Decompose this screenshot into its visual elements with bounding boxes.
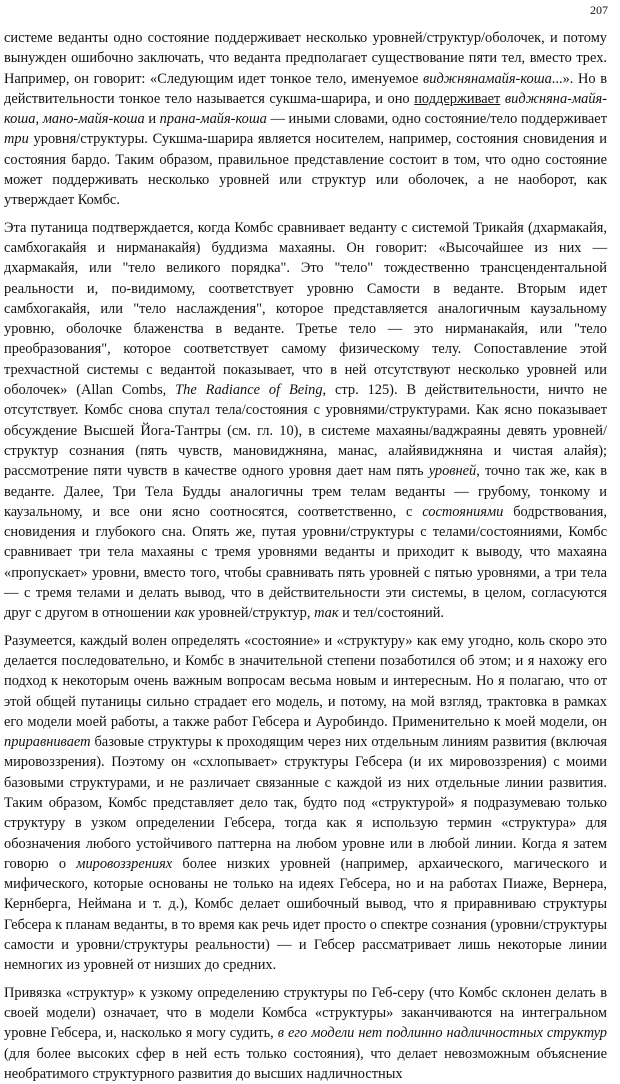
text-run: ...». Но в действительности тонкое тело называется сукшма-шарира, и оно [4,70,607,107]
text-run: более низких уровней (например, архаического, магического и мифического, которые основаны не только на идеях Гебсера, но и на работах Пиаже, Вернера, Кернберга, Неймана и т. д.), Комбс делает ошибочный вывод, что я приравниваю структуры Гебсера к планам веданты, в то время как речь идет просто о спектре сознания (уровни/структуры самости и уровни/структуры реальности) — и Гебсер рассматривает лишь некоторые линии немногих из уровней от низших до средних. [4,855,608,974]
text-run: (для более высоких сфер в ней есть только состояния), что делает невозможным объяснение необратимого структурного развития до высших надличностных [4,1045,607,1082]
italic-text: мано-майя-коша [42,111,145,128]
text-run: , [35,111,43,128]
paragraph-3 [4,631,607,976]
text-run: , точно так же, как в веданте. Далее, Три Тела Будды аналогичны трем телам веданты — грубому, тонкому и каузальному, и все они ясно соотносятся, соответственно, с [4,463,607,520]
italic-text: The Radiance of Being [175,382,323,399]
italic-text: в его модели нет подлинно надличностных структур [277,1025,607,1042]
page-number: 207 [590,3,608,17]
italic-text: приравнивает [4,734,91,751]
italic-text: как [174,605,195,622]
italic-text: прана-майя-коша [159,111,267,128]
text-run: Привязка «структур» к узкому определению структуры по Геб-серу (что Комбс склонен делать в своей модели) означает, что в модели Комбса «структуры» заканчиваются на интегральном уровне Гебсера, и, насколько я могу судить, [4,984,607,1042]
text-run: системе веданты одно состояние поддерживает несколько уровней/структур/оболочек, и потому вынужден ошибочно заключать, что веданта предполагает существование пяти тел, вместо трех. Например, он говорит: «Следующим идет тонкое тело, именуемое [4,30,607,87]
italic-text: виджняна-майя-коша [4,90,607,128]
italic-text: мировоззрениях [76,855,173,872]
italic-text: так [314,605,339,622]
text-run: уровней/структур, [194,605,315,622]
underlined-text: поддерживает [414,90,501,107]
text-run: и тел/состояний. [338,605,444,622]
text-run: — иными словами, одно состояние/тело поддерживает [266,111,607,128]
text-run: базовые структуры к проходящим через них отдельным линиям развития (включая мировоззрения). Поэтому он «схлопывает» структуры Гебсера (и их мировоззрения) с моими базовыми структурами, и не различает связанные с каждой из них отдельные линии развития. Таким образом, Комбс представляет дело так, будто под «структурой» я подразумеваю только структуру в узком определении Гебсера, тогда как я использую термин «структура» для обозначения любого устойчивого паттерна на любом уровне или в любой линии. Когда я затем говорю о [4,734,607,872]
paragraph-1 [4,28,607,211]
text-run: бодрствования, сновидения и глубокого сна. Опять же, путая уровни/структуры с телами/состояниями, Комбс сравнивает три тела махаяны с тремя уровнями веданты и приходит к выводу, что махаяна «пропускает» уровни, вместо того, чтобы сравнивать пять уровней с пятью уровнями, а три тела — с тремя телами и делать вывод, что в действительности эти системы, в целом, согласуются друг с другом в отношении [4,503,607,622]
text-run: Разумеется, каждый волен определять «состояние» и «структуру» как ему угодно, коль скоро это делается последовательно, и Комбс в значительной степени позаботился об этом; и я нахожу его подход к некоторым очень важным вопросам весьма новым и интересным. Но я полагаю, что от этой общей путаницы сильно страдает его модель, и потому, на мой взгляд, трактовка в рамках его модели моей работы, а также работ Гебсера и Ауробиндо. Применительно к моей модели, он [4,632,607,730]
text-run: уровня/структуры. Сукшма-шарира является носителем, например, состояния сновидения и состояния бардо. Таким образом, правильное представление состоит в том, что одно состояние может поддерживать несколько уровней или структур или оболочек, а не наоборот, как утверждает Комбс. [4,131,607,209]
text-run: и [144,111,160,128]
italic-text: три [4,131,29,148]
body-text [4,28,607,1084]
text-run: Эта путаница подтверждается, когда Комбс сравнивает веданту с системой Трикайя (дхармакайя, самбхогакайя и нирманакайя) буддизма махаяны. Он говорит: «Высочайшее из них — дхармакайя, или "тело великого порядка". Это "тело" тождественно трансцендентальной реальности и, по-видимому, соответствует уровню Самости в веданте. Вторым идет самбхогакайя, или "тело наслаждения", которое представляется аналогичным каузальному уровню, оболочке блаженства в веданте. Третье тело — это нирманакайя, или "тело преобразования", которое соответствует самому физическому телу. Сопоставление этой трехчастной системы с ведантой показывает, что в ней отсутствуют несколько уровней или оболочек» (Allan Combs, [4,219,607,399]
italic-text: уровней [428,463,477,480]
text-run: , стр. 125). В действительности, ничто не отсутствует. Комбс снова спутал тела/состояния с уровнями/структурами. Как ясно показывает обсуждение Высшей Йога-Тантры (см. гл. 10), в системе махаяны/ваджраяны девять уровней/структур сознания (пять чувств, мановиджняна, манас, алайявиджняна и чистая алайя); рассмотрение пяти чувств в качестве одного уровня дает нам пять [4,382,607,480]
paragraph-4 [4,983,607,1084]
italic-text: состояниями [422,503,504,520]
paragraph-2 [4,218,607,624]
italic-text: виджнянамайя-коша [423,70,552,87]
